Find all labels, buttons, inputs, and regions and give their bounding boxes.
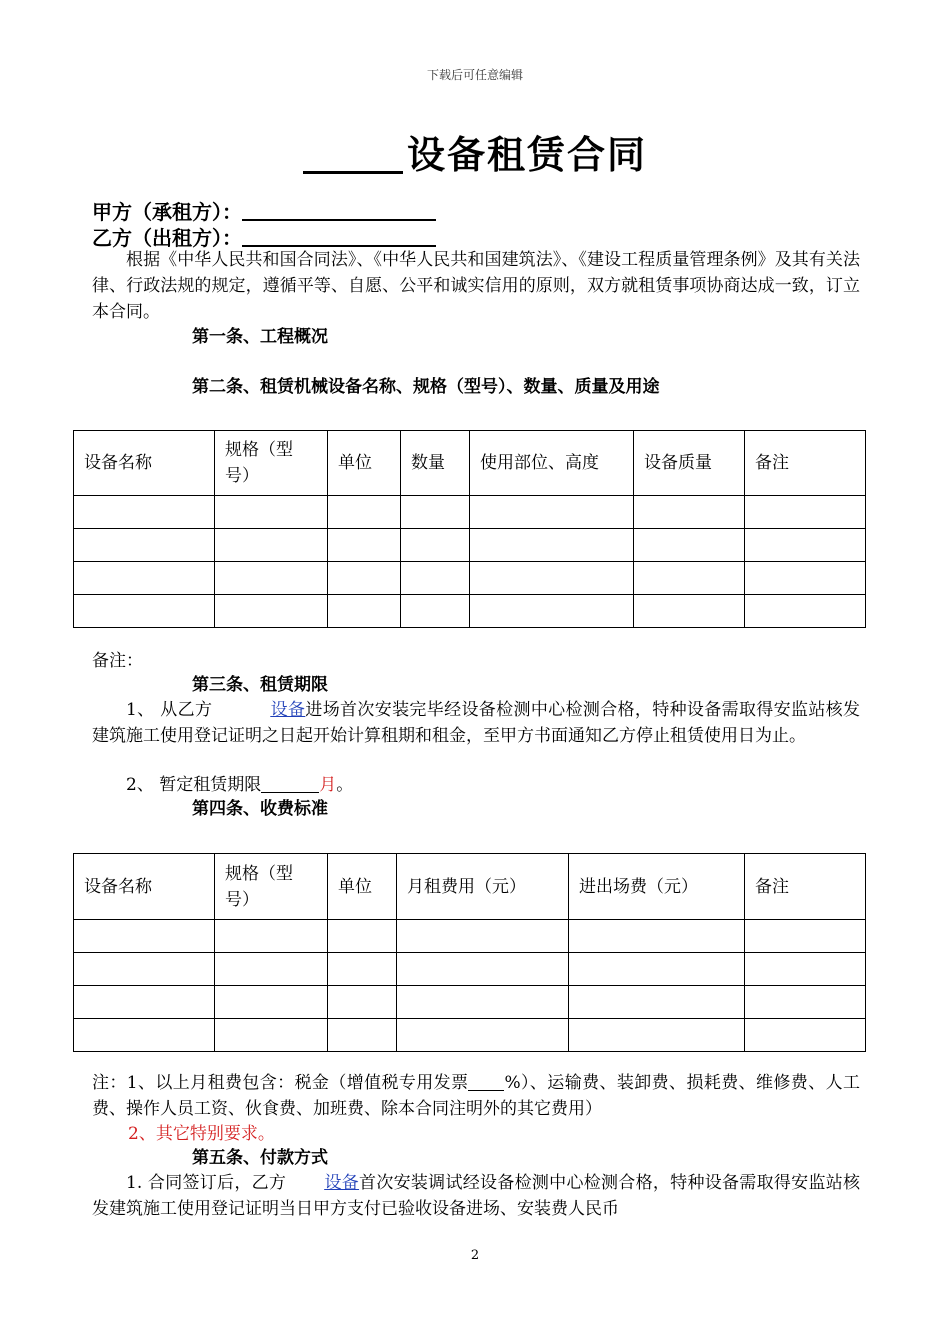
- party-a-line: [92, 199, 436, 225]
- pay1-prefix: 1. 合同签订后，乙方: [126, 1173, 287, 1193]
- table-row: [74, 920, 866, 953]
- term1-prefix: 1、 从乙方: [126, 700, 213, 720]
- article2-heading: 第二条、租赁机械设备名称、规格（型号）、数量、质量及用途: [192, 377, 660, 397]
- term2-unit: 月: [319, 775, 337, 795]
- table-row: [74, 953, 866, 986]
- term1-paragraph: [92, 697, 860, 749]
- article3-heading: 第三条、租赁期限: [192, 675, 328, 695]
- table-header-cell: 设备名称: [74, 431, 215, 496]
- table-row: [74, 562, 866, 595]
- table-header-row: [74, 431, 866, 496]
- table-header-cell: 备注: [745, 431, 866, 496]
- header-note: 下载后可任意编辑: [426, 68, 523, 82]
- table-row: [74, 1019, 866, 1052]
- term2-paragraph: [92, 772, 860, 798]
- note1-prefix: 注：1、以上月租费包含：税金（增值税专用发票: [92, 1073, 469, 1093]
- table-header-row: [74, 854, 866, 920]
- remark-label: 备注：: [92, 651, 143, 671]
- intro-paragraph: 根据《中华人民共和国合同法》、《中华人民共和国建筑法》、《建设工程质量管理条例》及其有关法律、行政法规的规定，遵循平等、自愿、公平和诚实信用的原则，双方就租赁事项协商达成一致，订立本合同。: [92, 250, 860, 322]
- table-header-cell: 数量: [401, 431, 470, 496]
- article1-heading: 第一条、工程概况: [192, 327, 328, 347]
- table-header-cell: 设备质量: [634, 431, 745, 496]
- table-row: [74, 986, 866, 1019]
- document-title: [0, 124, 950, 179]
- table-header-cell: 规格（型号）: [215, 431, 328, 496]
- party-a-blank: [242, 199, 436, 221]
- note1-paragraph: [92, 1070, 860, 1122]
- table-row: [74, 595, 866, 628]
- pay1-link: 设备: [324, 1173, 360, 1193]
- page-number: 2: [470, 1248, 480, 1263]
- article4-heading: 第四条、收费标准: [192, 799, 328, 819]
- note2-paragraph: 2、其它特别要求。: [128, 1124, 275, 1144]
- term2-prefix: 2、 暂定租赁期限: [126, 775, 262, 795]
- term2-blank: [261, 774, 319, 793]
- table-header-cell: 设备名称: [74, 854, 215, 920]
- table-row: [74, 496, 866, 529]
- party-b-blank: [242, 225, 436, 247]
- party-a-label: 甲方（承租方）：: [92, 200, 242, 224]
- term1-link: 设备: [270, 700, 306, 720]
- party-b-label: 乙方（出租方）：: [92, 226, 242, 250]
- note1-pct: %: [504, 1073, 521, 1093]
- term2-suffix: 。: [336, 775, 354, 795]
- article5-heading: 第五条、付款方式: [192, 1148, 328, 1168]
- table-header-cell: 使用部位、高度: [470, 431, 634, 496]
- fee-table: [73, 853, 866, 1052]
- table-header-cell: 单位: [328, 854, 397, 920]
- pay1-text: 首次安装调试经设备检测中心检测合格，特种设备需取得安监站核发建筑施工使用登记证明当日甲方支付已验收设备进场、安装费人民币: [92, 1173, 861, 1219]
- title-text: 设备租赁合同: [406, 133, 647, 177]
- table-header-cell: 单位: [328, 431, 401, 496]
- pay1-paragraph: [92, 1170, 860, 1222]
- table-header-cell: 月租费用（元）: [397, 854, 569, 920]
- term1-text: 进场首次安装完毕经设备检测中心检测合格，特种设备需取得安监站核发建筑施工使用登记证明之日起开始计算租期和租金，至甲方书面通知乙方停止租赁使用日为止。: [92, 700, 861, 746]
- note1-suffix: ）、运输费、装卸费、损耗费、维修费、人工费、操作人员工资、伙食费、加班费、除本合同注明外的其它费用）: [92, 1073, 860, 1119]
- table-header-cell: 进出场费（元）: [569, 854, 745, 920]
- table-header-cell: 规格（型号）: [215, 854, 328, 920]
- table-header-cell: 备注: [745, 854, 866, 920]
- note1-blank: [468, 1072, 504, 1091]
- title-blank: [303, 137, 403, 174]
- equipment-table: [73, 430, 866, 628]
- table-row: [74, 529, 866, 562]
